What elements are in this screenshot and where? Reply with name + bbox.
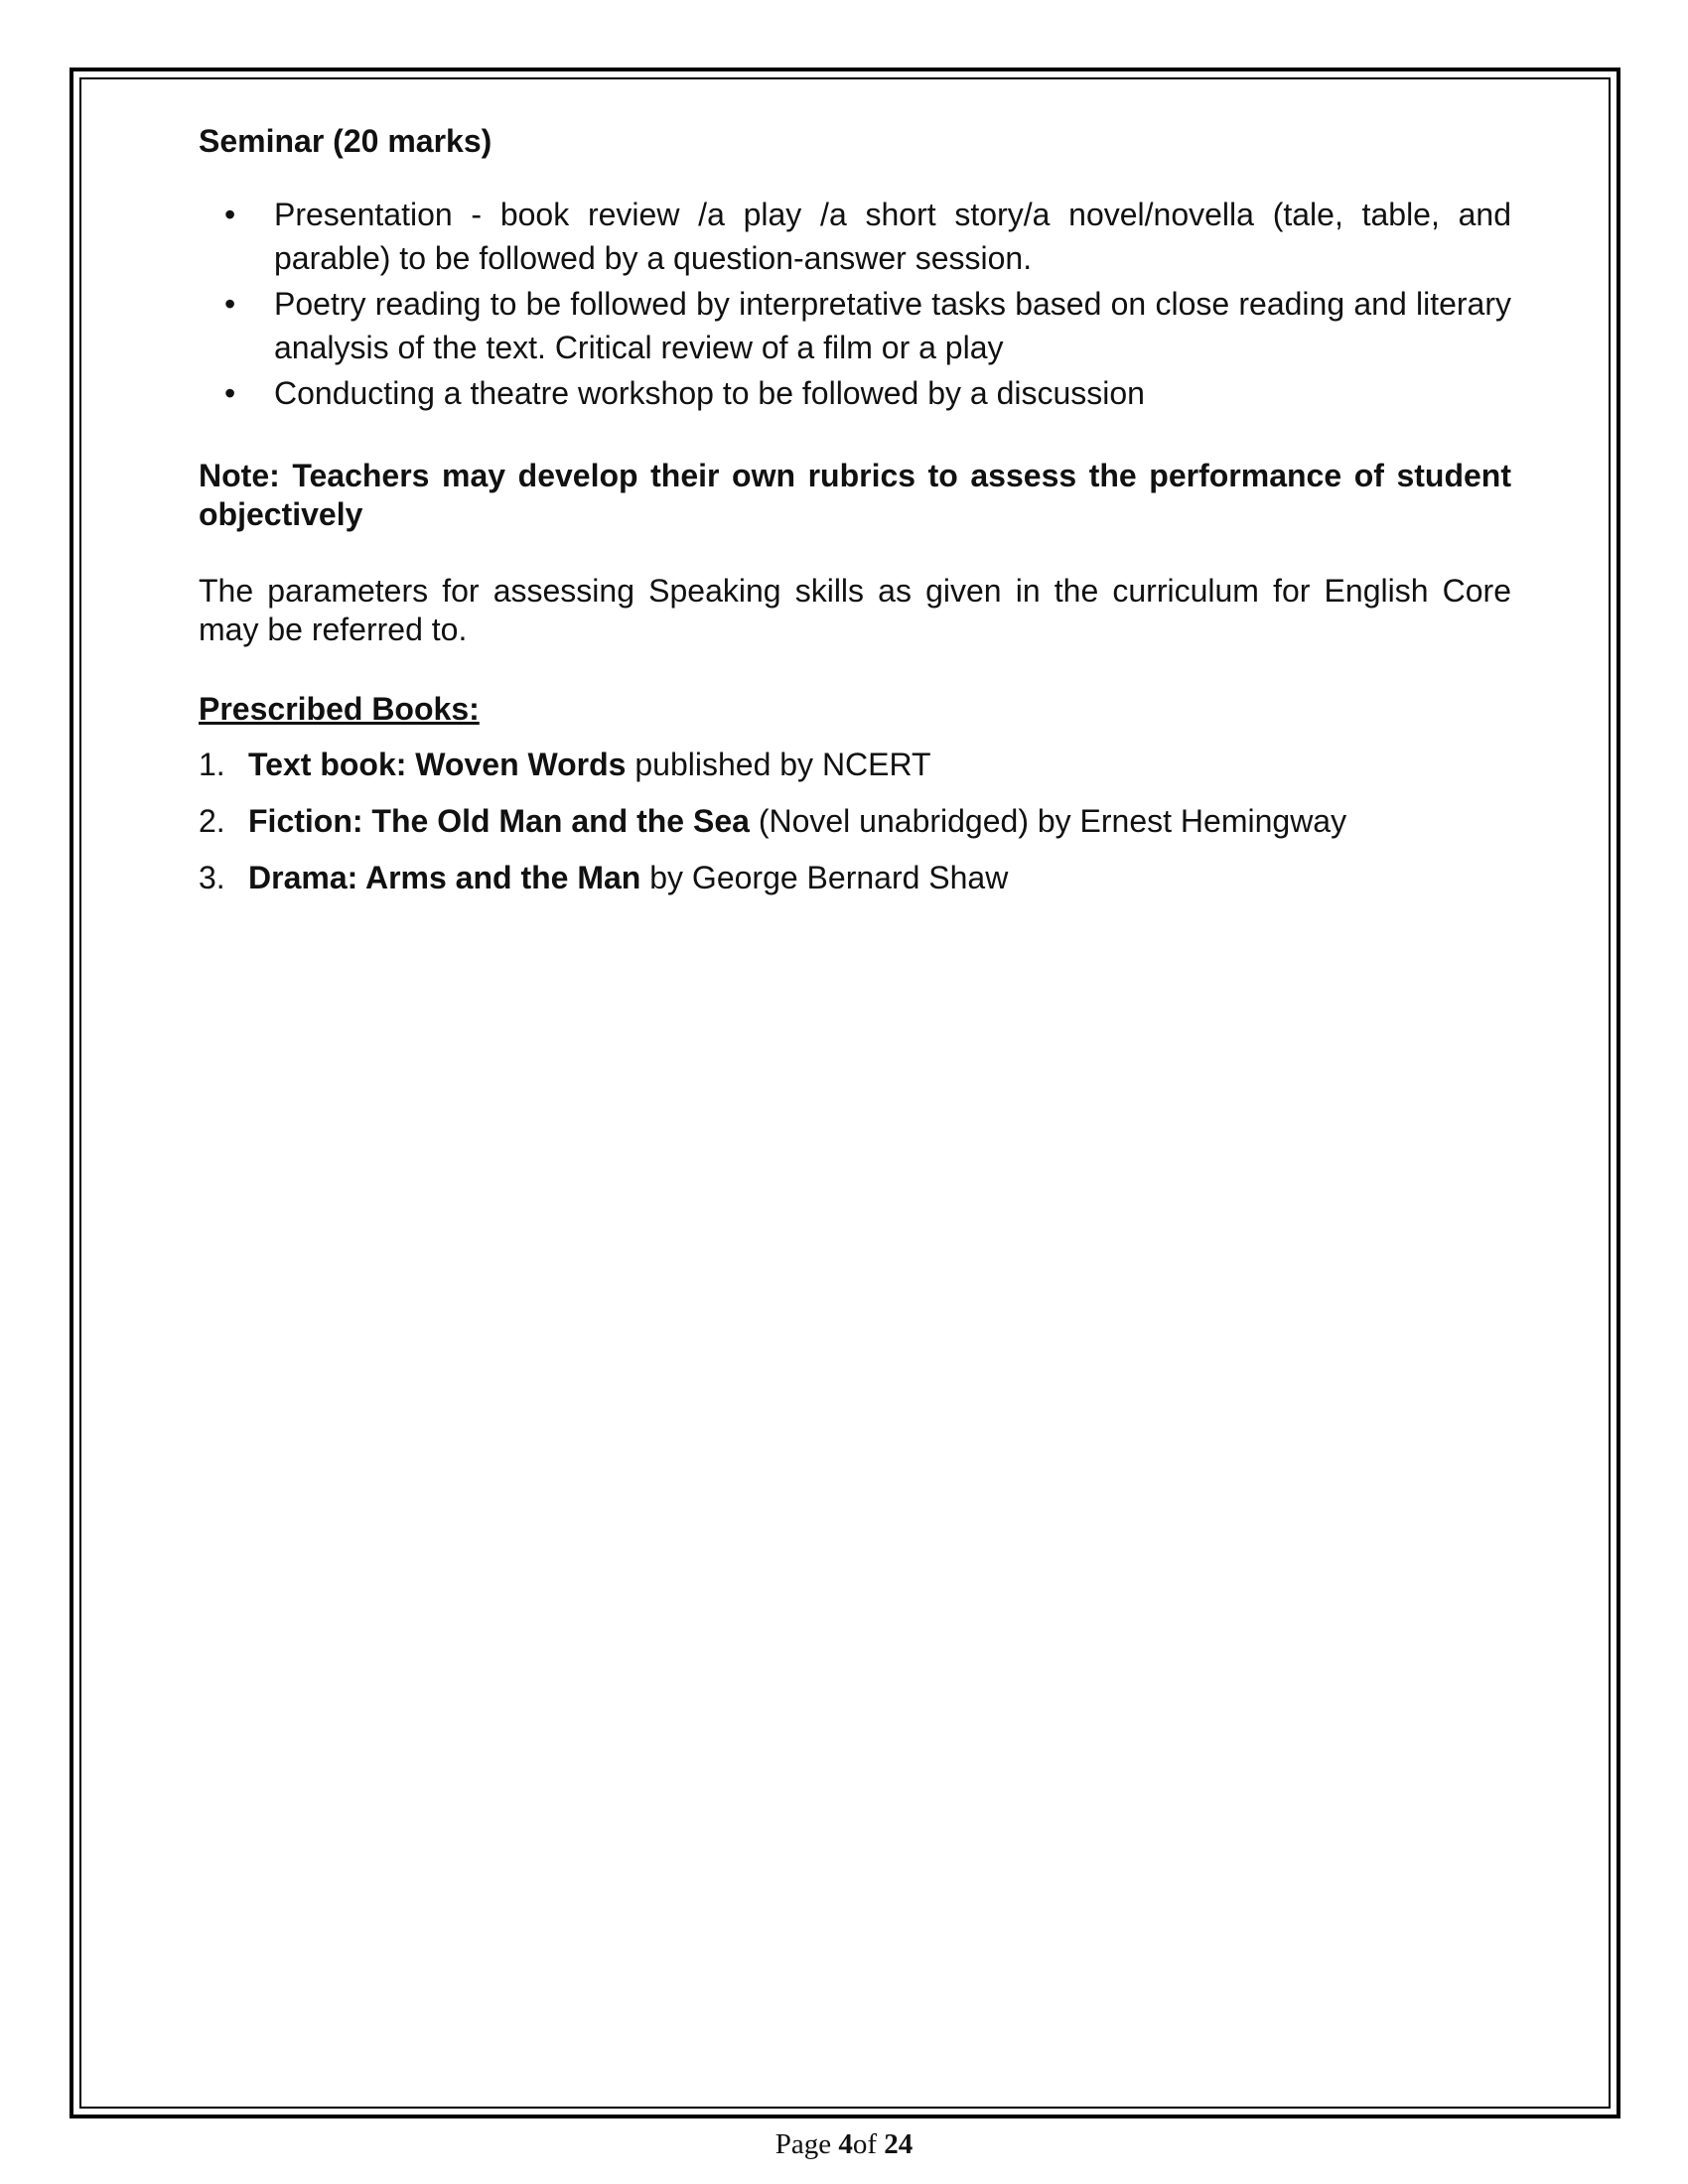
page-content [199,119,1511,912]
page-of-label: of [852,2128,885,2160]
prescribed-books-list [199,743,1511,899]
bullet-icon: • [224,375,236,411]
page-footer [0,2124,1688,2164]
book-details: published by NCERT [626,747,931,782]
bullet-icon: • [224,197,236,232]
bullet-text: Presentation - book review /a play /a short story/a novel/novella (tale, table, and parable) to be followed by a question-answer session. [274,197,1511,276]
total-pages: 24 [884,2128,914,2160]
book-title: Fiction: The Old Man and the Sea [248,803,750,839]
page-label: Page [774,2128,839,2160]
bullet-icon: • [224,286,236,322]
book-number: 3. [199,860,225,895]
bullet-text: Poetry reading to be followed by interpretative tasks based on close reading and literary analysis of the text. Critical review of a film or a play [274,286,1511,365]
book-list-item [199,743,1511,786]
book-number: 2. [199,803,225,839]
seminar-bullet-item [199,193,1511,280]
seminar-bullet-list [199,193,1511,415]
prescribed-books-heading: Prescribed Books: [199,691,480,727]
seminar-bullet-item [199,371,1511,415]
seminar-bullet-item [199,282,1511,369]
book-title: Text book: Woven Words [248,747,627,782]
page-number: 4 [838,2128,853,2160]
seminar-heading: Seminar (20 marks) [199,123,492,159]
book-title: Drama: Arms and the Man [248,860,641,895]
book-details: by George Bernard Shaw [640,860,1009,895]
bullet-text: Conducting a theatre workshop to be followed by a discussion [274,375,1145,411]
book-list-item [199,856,1511,899]
teacher-note: Note: Teachers may develop their own rubrics to assess the performance of student objectively [199,458,1511,532]
book-list-item [199,799,1511,843]
book-number: 1. [199,747,225,782]
book-details: (Novel unabridged) by Ernest Hemingway [749,803,1347,839]
parameters-paragraph: The parameters for assessing Speaking skills as given in the curriculum for English Core may be referred to. [199,573,1511,647]
